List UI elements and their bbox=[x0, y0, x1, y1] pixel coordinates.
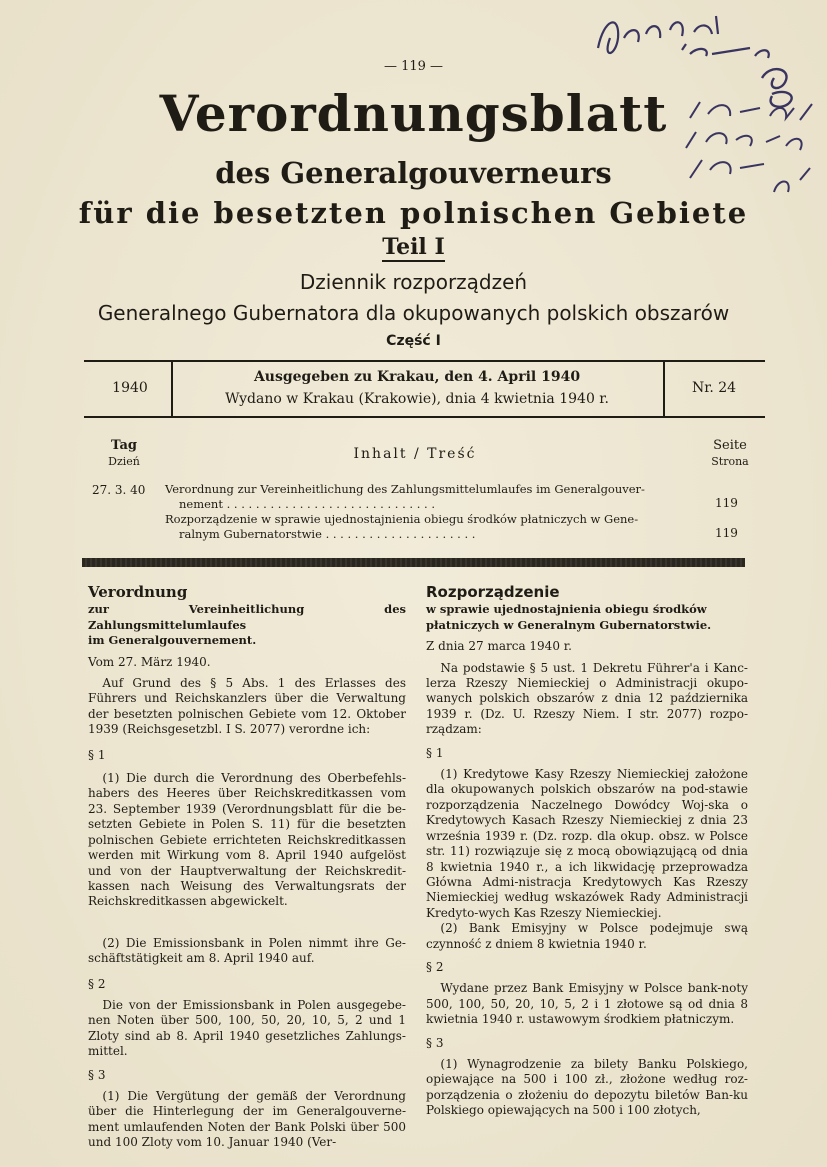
toc-page-de: Seite bbox=[713, 438, 747, 453]
left-s3-heading: § 3 bbox=[88, 1067, 106, 1082]
toc-day-pl: Dzień bbox=[108, 455, 140, 468]
left-sub-1: zur Vereinheitlichung des Zahlungsmittelumlaufes bbox=[88, 602, 406, 632]
column-german bbox=[88, 585, 406, 1151]
right-s1-p2: (2) Bank Emisyjny w Polsce podejmuje swą czynność z dniem 8 kwietnia 1940 r. bbox=[426, 921, 748, 951]
right-s3-p1: (1) Wynagrodzenie za bilety Banku Polskiego, opiewające na 500 i 100 zł., złożone według roz-porządzenia o złożeniu do depozytu biletów Ban-ku Polskiego opiewających na 500 i 100 złotych, bbox=[426, 1056, 748, 1118]
left-date: Vom 27. März 1940. bbox=[88, 654, 211, 669]
issue-year: 1940 bbox=[112, 380, 148, 396]
pl-title-2: Generalnego Gubernatora dla okupowanych polskich obszarów bbox=[97, 301, 730, 325]
part-label-de-text: Teil I bbox=[382, 234, 445, 260]
section-divider bbox=[82, 558, 745, 567]
toc-entry-date: 27. 3. 40 bbox=[92, 483, 146, 497]
right-date: Z dnia 27 marca 1940 r. bbox=[426, 639, 572, 654]
left-s3-p1: (1) Die Vergütung der gemäß der Verordnung über die Hinterlegung der im Generalgouverne-ment umlaufenden Noten der Bank Polski über 500 und 100 Zloty vom 10. Januar 1940 (Ver- bbox=[88, 1088, 406, 1150]
journal-subtitle-1: des Generalgouverneurs bbox=[215, 156, 612, 190]
column-polish bbox=[426, 585, 748, 1119]
issue-box-bottom-rule bbox=[84, 416, 765, 418]
toc-entry-de-page: 119 bbox=[715, 496, 738, 510]
right-s3-heading: § 3 bbox=[426, 1035, 444, 1050]
left-s2-heading: § 2 bbox=[88, 976, 106, 991]
right-s1-heading: § 1 bbox=[426, 745, 444, 760]
left-s1-p1: (1) Die durch die Verordnung des Oberbefehls-habers des Heeres über Reichskreditkassen vom 23. September 1939 (Verordnungsblatt für die be-setzten Gebiete in Polen S. 11) für die besetzten polnischen Gebiete errichteten Reichskreditkassen werden mit Wirkung vom 8. April 1940 aufgelöst und von der Hauptverwaltung der Reichskredit-kassen nach Weisung des Verwaltungsrats der Reichskreditkassen abgewickelt. bbox=[88, 771, 406, 909]
toc-entry-pl-page: 119 bbox=[715, 526, 738, 540]
pl-title-1: Dziennik rozporządzeń bbox=[299, 270, 528, 294]
issue-number: Nr. 24 bbox=[691, 380, 737, 396]
right-s1-p1: (1) Kredytowe Kasy Rzeszy Niemieckiej założone dla okupowanych polskich obszarów na pod-stawie rozporządzenia Naczelnego Dowódcy Woj-ska o Kredytowych Kasach Rzeszy Niemieckiej z dnia 23 września 1939 r. (Dz. rozp. dla okup. obsz. w Polsce str. 11) rozwiązuje się z mocą obowiązującą od dnia 8 kwietnia 1940 r., a ich likwidację przeprowadza Główna Admi-nistracja Kredytowych Kas Rzeszy Niemieckiej według wskazówek Rady Administracji Kredyto-wych Kas Rzeszy Niemieckiej. bbox=[426, 767, 748, 920]
left-sub-2: im Generalgouvernement. bbox=[88, 633, 257, 648]
issued-pl: Wydano w Krakau (Krakowie), dnia 4 kwietnia 1940 r. bbox=[225, 391, 609, 407]
toc-entry-pl-line-1: Rozporządzenie w sprawie ujednostajnienia obiegu środków płatniczych w Gene- bbox=[165, 512, 639, 526]
toc-entry-de-line-2: nement . . . . . . . . . . . . . . . . . . . . . . . . . . . . . bbox=[179, 497, 435, 511]
toc-day-de: Tag bbox=[111, 438, 137, 453]
right-title: Rozporządzenie bbox=[426, 583, 560, 601]
toc-page-pl: Strona bbox=[711, 455, 749, 468]
right-s2-heading: § 2 bbox=[426, 959, 444, 974]
toc-heading: Inhalt / Treść bbox=[353, 446, 477, 462]
right-intro: Na podstawie § 5 ust. 1 Dekretu Führer'a i Kanc-lerza Rzeszy Niemieckiej o Administracji okupo-wanych polskich obszarów z dnia 12 października 1939 r. (Dz. U. Rzeszy Niem. I str. 2077) rozpo-rządzam: bbox=[426, 660, 748, 737]
left-title: Verordnung bbox=[88, 583, 188, 601]
journal-title: Verordnungsblatt bbox=[159, 84, 668, 143]
left-intro: Auf Grund des § 5 Abs. 1 des Erlasses des Führers und Reichskanzlers über die Verwaltung der besetzten polnischen Gebiete vom 12. Oktober 1939 (Reichsgesetzbl. I S. 2077) verordne ich: bbox=[88, 676, 406, 737]
left-s1-p2: (2) Die Emissionsbank in Polen nimmt ihre Ge-schäftstätigkeit am 8. April 1940 auf. bbox=[88, 935, 406, 966]
toc-entry-de-line-1: Verordnung zur Vereinheitlichung des Zahlungsmittelumlaufes im Generalgouver- bbox=[165, 482, 645, 496]
toc-entry-pl-line-2: ralnym Gubernatorstwie . . . . . . . . . . . . . . . . . . . . . bbox=[179, 527, 476, 541]
left-s2-p1: Die von der Emissionsbank in Polen ausgegebe-nen Noten über 500, 100, 50, 20, 10, 5, 2 und 1 Zloty sind ab 8. April 1940 gesetzliches Zahlungs-mittel. bbox=[88, 997, 406, 1059]
issued-de: Ausgegeben zu Krakau, den 4. April 1940 bbox=[253, 369, 581, 385]
right-sub-2: płatniczych w Generalnym Gubernatorstwie. bbox=[426, 617, 712, 632]
part-label-de bbox=[0, 234, 827, 260]
right-s2-p1: Wydane przez Bank Emisyjny w Polsce bank-noty 500, 100, 50, 20, 10, 5, 2 i 1 złotowe są od dnia 8 kwietnia 1940 r. ustawowym środkiem płatniczym. bbox=[426, 981, 748, 1027]
left-s1-heading: § 1 bbox=[88, 747, 106, 762]
page-number: — 119 — bbox=[383, 59, 444, 74]
right-sub-1: w sprawie ujednostajnienia obiegu środków bbox=[426, 602, 707, 617]
part-label-pl: Część I bbox=[386, 333, 441, 349]
journal-subtitle-2: für die besetzten polnischen Gebiete bbox=[78, 196, 749, 230]
